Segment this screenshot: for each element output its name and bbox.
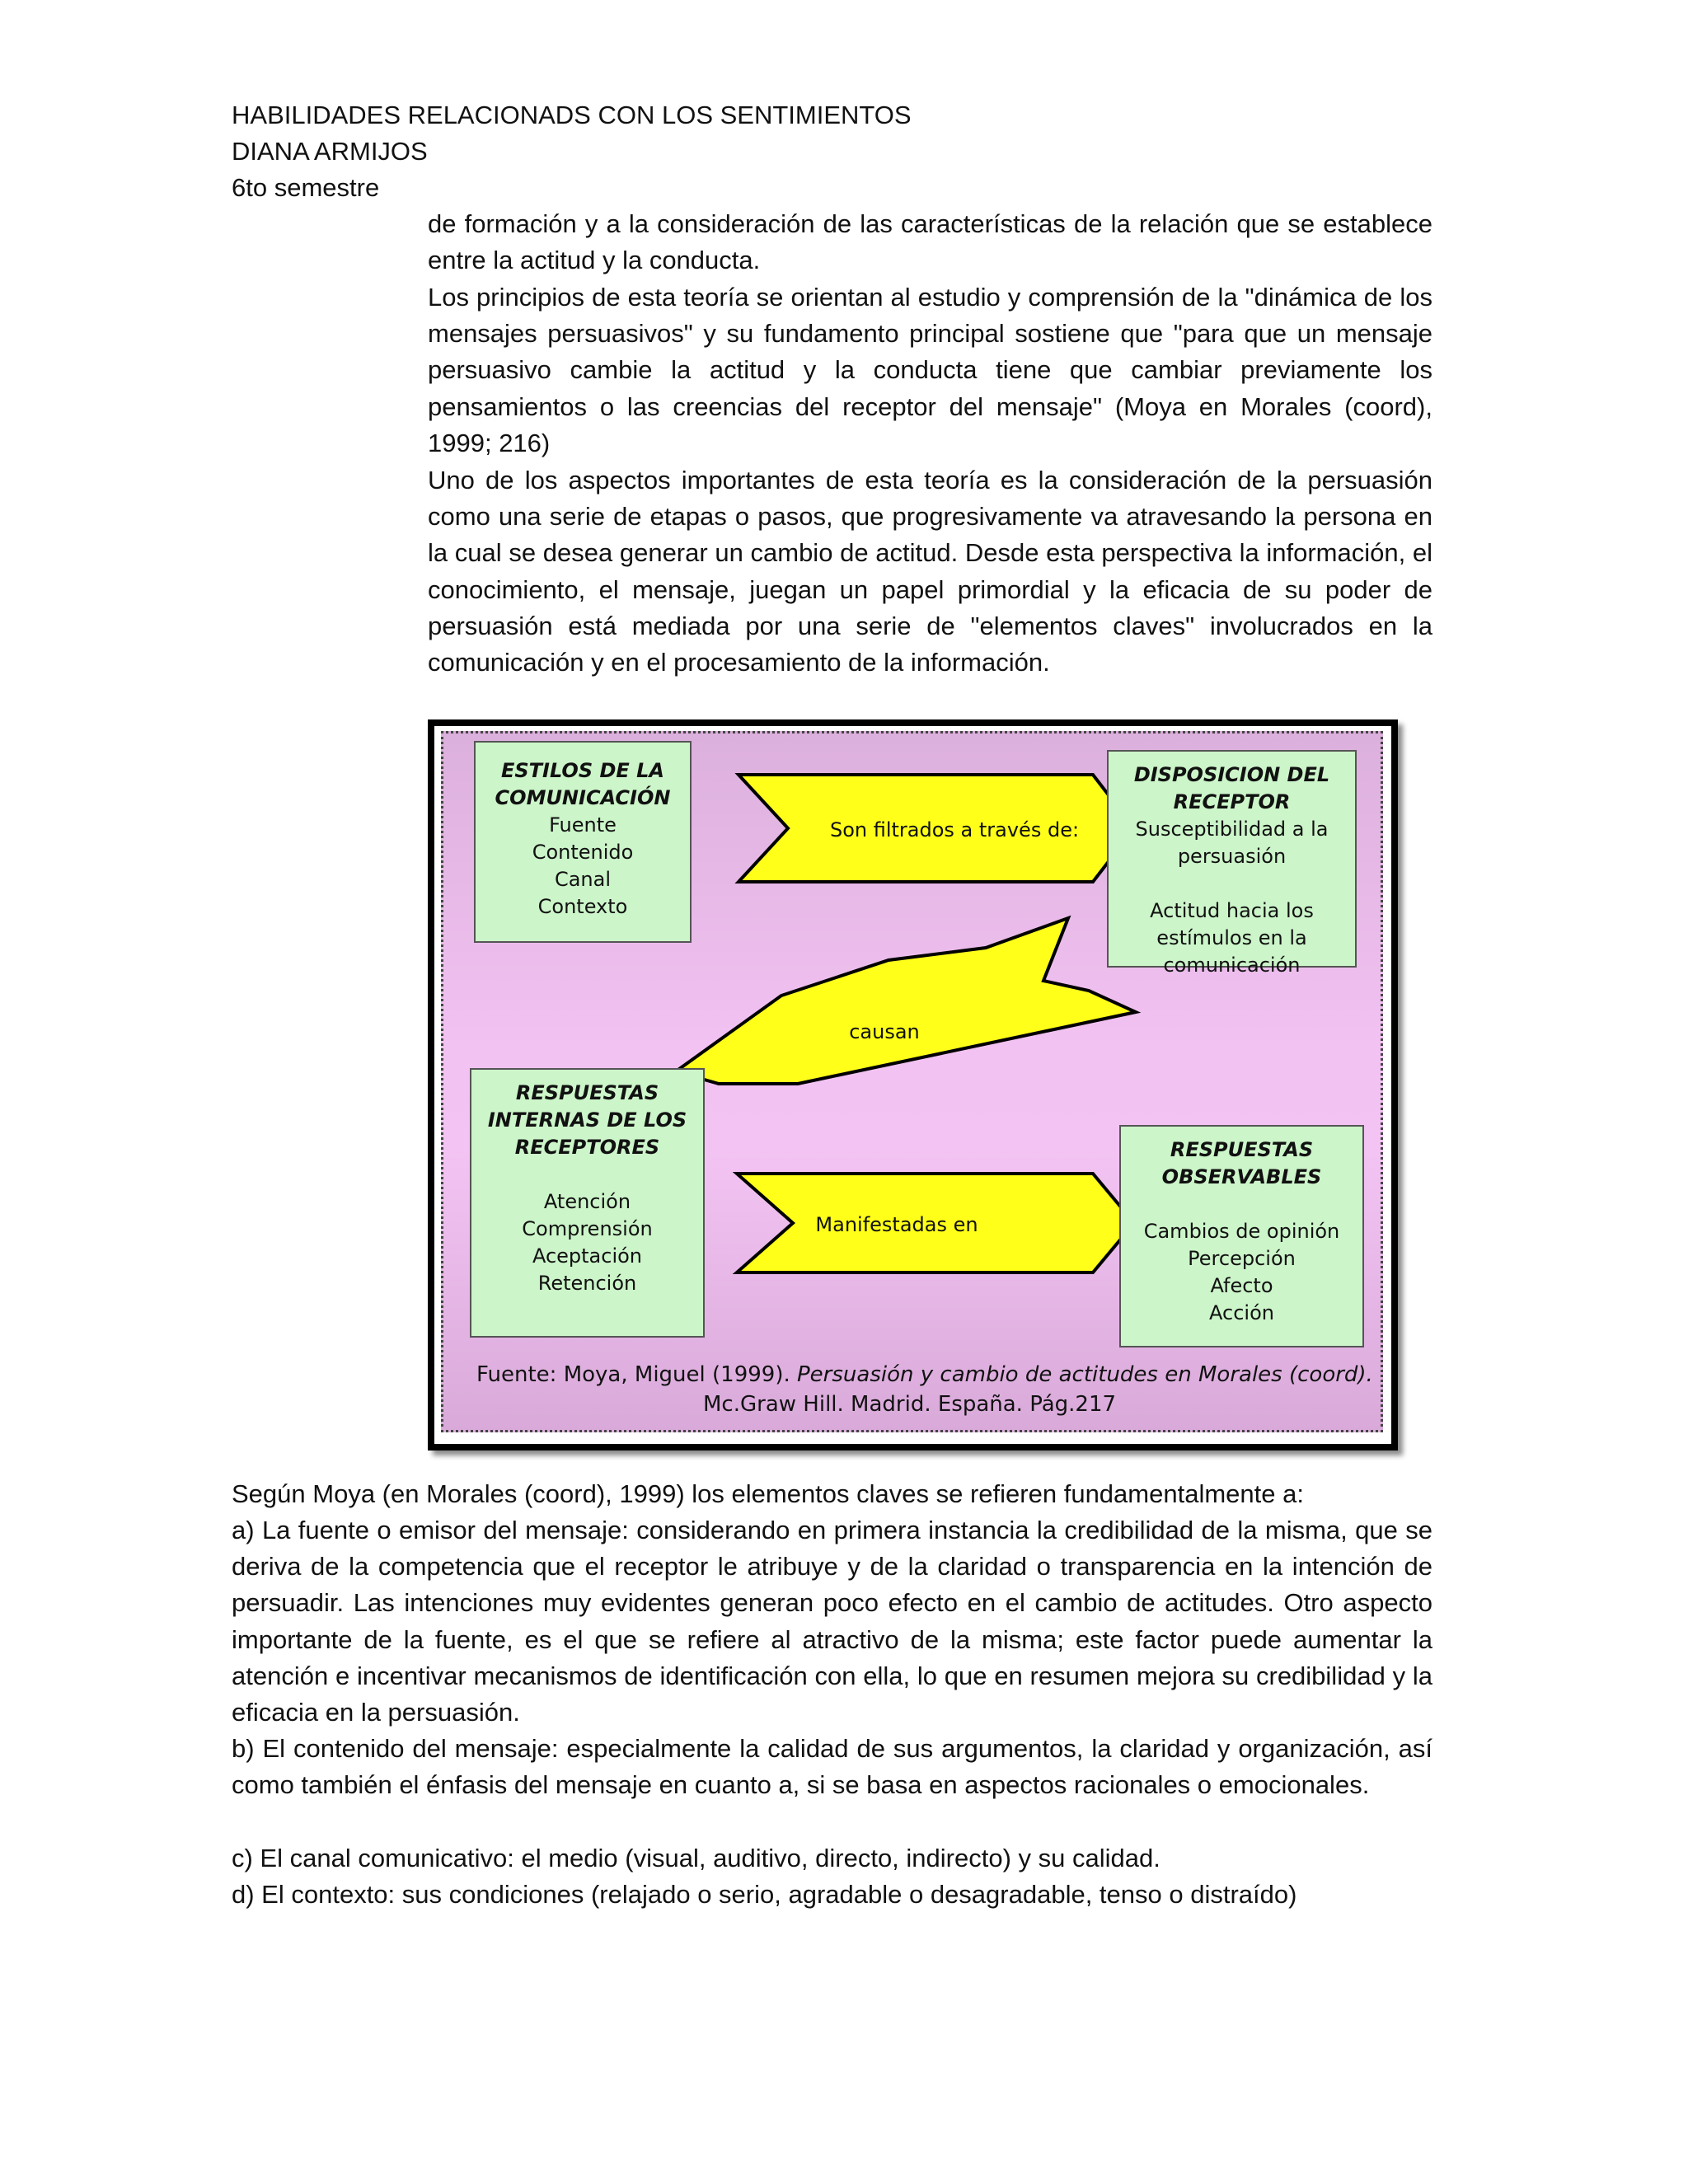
paragraph-formacion: de formación y a la consideración de las características de la relación que se establece entre la actitud y la conducta.: [428, 209, 1432, 275]
box-item: Aceptación: [532, 1244, 643, 1268]
arrow-causan: [676, 918, 1136, 1084]
box-spacer: [1121, 1191, 1362, 1218]
box-title-line: RESPUESTAS: [1170, 1138, 1314, 1161]
box-item: Afecto: [1210, 1274, 1273, 1297]
box-estilos-comunicacion: [474, 741, 692, 943]
box-title-line: OBSERVABLES: [1161, 1165, 1322, 1188]
box-item: Atención: [543, 1190, 631, 1213]
paragraph-contenido: b) El contenido del mensaje: especialmente la calidad de sus argumentos, la claridad y organización, así como también el énfasis del mensaje en cuanto a, si se basa en aspectos racionales o emocionales.: [232, 1734, 1432, 1800]
box-title-line: DISPOSICION DEL: [1133, 763, 1330, 786]
box-disposicion-receptor: [1107, 750, 1357, 977]
paragraph-fuente: a) La fuente o emisor del mensaje: considerando en primera instancia la credibilidad de la misma, que se deriva de la competencia que el receptor le atribuye y de la claridad o transparencia en la intención de persuadir. Las intenciones muy evidentes generan poco efecto en el cambio de actitudes. Otro aspecto importante de la fuente, es el que se refiere al atractivo de la misma; este factor puede aumentar la atención e incentivar mecanismos de identificación con ella, lo que en resumen mejora su credibilidad y la eficacia en la persuasión.: [232, 1516, 1432, 1727]
document-header: [232, 97, 912, 206]
diagram-background: [441, 731, 1383, 1432]
diagram-source-citation: [476, 1360, 1383, 1419]
arrow-filtrados-label: Son filtrados a través de:: [829, 818, 1080, 841]
source-title: Persuasión y cambio de actitudes en Morales (coord).: [797, 1362, 1373, 1387]
author-name: DIANA ARMIJOS: [232, 137, 428, 166]
box-item: Contenido: [532, 841, 634, 864]
box-item: Fuente: [549, 813, 617, 837]
box-item: persuasión: [1177, 845, 1287, 868]
box-item: Cambios de opinión: [1143, 1220, 1340, 1243]
source-prefix: Fuente: Moya, Miguel (1999).: [476, 1362, 797, 1387]
arrow-causan-label: causan: [849, 1020, 920, 1043]
box-item: Contexto: [537, 895, 628, 918]
box-item: comunicación: [1163, 954, 1301, 977]
box-item: Canal: [554, 868, 612, 891]
paragraph-intro-elementos: Según Moya (en Morales (coord), 1999) los elementos claves se refieren fundamentalmente a:: [232, 1479, 1304, 1508]
box-item: Actitud hacia los: [1150, 899, 1314, 922]
box-item: Acción: [1209, 1301, 1274, 1324]
box-item: Retención: [537, 1272, 637, 1295]
box-title-line: COMUNICACIÓN: [495, 786, 671, 809]
document-title: HABILIDADES RELACIONADS CON LOS SENTIMIENTOS: [232, 101, 912, 129]
box-spacer: [471, 1161, 703, 1188]
box-spacer: [1109, 870, 1355, 898]
box-title-line: RECEPTOR: [1173, 790, 1291, 813]
box-item: estímulos en la: [1156, 926, 1307, 949]
box-item: Susceptibilidad a la: [1135, 818, 1329, 841]
box-respuestas-observables: [1119, 1125, 1364, 1347]
box-title-line: RESPUESTAS: [515, 1081, 659, 1104]
box-title-line: ESTILOS DE LA: [501, 759, 664, 782]
paragraph-contexto: d) El contexto: sus condiciones (relajado o serio, agradable o desagradable, tenso o distraído): [232, 1880, 1297, 1909]
box-respuestas-internas: [470, 1068, 705, 1338]
paragraph-principios: Los principios de esta teoría se orientan al estudio y comprensión de la "dinámica de los mensajes persuasivos" y su fundamento principal sostiene que "para que un mensaje persuasivo cambie la actitud y la conducta tiene que cambiar previamente los pensamientos o las creencias del receptor del mensaje" (Moya en Morales (coord), 1999; 216): [428, 283, 1432, 457]
paragraph-canal: c) El canal comunicativo: el medio (visual, auditivo, directo, indirecto) y su calidad.: [232, 1844, 1160, 1872]
source-publisher: Mc.Graw Hill. Madrid. España. Pág.217: [703, 1392, 1117, 1417]
paragraph-aspectos: Uno de los aspectos importantes de esta teoría es la consideración de la persuasión como una serie de etapas o pasos, que progresivamente va atravesando la persona en la cual se desea generar un cambio de actitud. Desde esta perspectiva la información, el conocimiento, el mensaje, juegan un papel primordial y la eficacia de su poder de persuasión está mediada por una serie de "elementos claves" involucrados en la comunicación y en el procesamiento de la información.: [428, 466, 1432, 677]
box-item: Comprensión: [522, 1217, 653, 1240]
box-title-line: INTERNAS DE LOS: [487, 1108, 687, 1132]
arrow-manifestadas-label: Manifestadas en: [815, 1213, 978, 1236]
persuasion-diagram: [428, 719, 1398, 1451]
box-title-line: RECEPTORES: [514, 1136, 660, 1159]
box-item: Percepción: [1188, 1247, 1296, 1270]
semester-label: 6to semestre: [232, 173, 380, 202]
